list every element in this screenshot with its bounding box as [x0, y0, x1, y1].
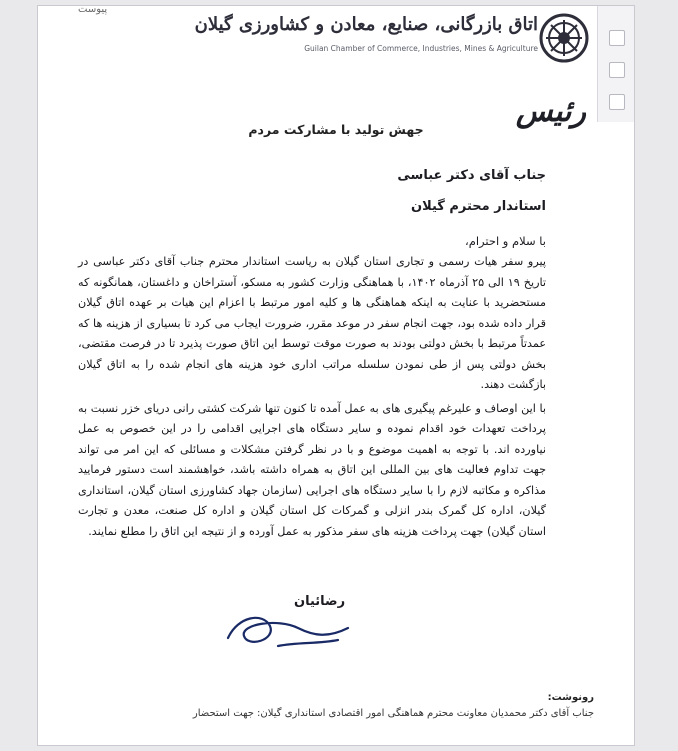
slogan: جهش تولید با مشارکت مردم [248, 122, 424, 137]
addressee-name: جناب آقای دکتر عباسی [397, 168, 546, 183]
signer-name: رضائیان [294, 594, 346, 609]
cc-title: رونوشت: [547, 692, 594, 703]
cc-recipient: جناب آقای دکتر محمدیان معاونت محترم هماهنگی امور اقتصادی استانداری گیلان: جهت استحضار [192, 708, 594, 719]
body-paragraph: با این اوصاف و علیرغم پیگیری های به عمل آمده تا کنون تنها شرکت کشتی رانی دریای خزر نسبت به پرداخت تعهدات خود اقدام نموده و سایر دستگاه های اجرایی اقدامی را در این خصوص به عمل نیاورده اند. با توجه به اهمیت موضوع و با در نظر گرفتن مشکلات و مسائلی که این امر می تواند جهت تداوم فعالیت های بین المللی این اتاق به همراه داشته باشد، خواهشمند است دستور فرمایید مذاکره و مکاتبه لازم را با سایر دستگاه های اجرایی (سازمان جهاد کشاورزی استان گیلان، استانداری گیلان، اداره کل گمرک بندر انزلی و گمرکات کل استان گیلان و اداره کل صنعت، معدن و تجارت استان گیلان) جهت پرداخت هزینه های سفر مذکور به عمل آورده و از نتیجه این اتاق را مطلع نمایند. [78, 401, 546, 538]
org-name-persian: اتاق بازرگانی، صنایع، معادن و کشاورزی گیلان [194, 14, 538, 35]
org-name-english: Guilan Chamber of Commerce, Industries, Mines & Agriculture [304, 44, 538, 53]
greeting: با سلام و احترام، [465, 234, 546, 248]
handwritten-signature-icon [218, 598, 358, 658]
body-paragraph: پیرو سفر هیات رسمی و تجاری استان گیلان به ریاست استاندار محترم جناب آقای دکتر عباسی در تاریخ ۱۹ الی ۲۵ آذرماه ۱۴۰۲، با هماهنگی وزارت کشور به مسکو، آستراخان و داغستان، همانگونه که مستحضرید با عنایت به اینکه هماهنگی ها و کلیه امور مرتبط با اعزام این هیات بر عهده اتاق گیلان قرار داده شده بود، جهت انجام سفر در موعد مقرر، ضرورت ایجاب می کرد تا بسیاری از هزینه ها که عمدتاً مرتبط با بخش دولتی بودند به صورت موقت توسط این اتاق صورت پذیرد تا در فرصت مقتضی، بخش دولتی پس از طی نمودن سلسله مراتب اداری خود هزینه های انجام شده را به اتاق گیلان بازگشت دهند. [78, 255, 546, 391]
letterhead-title: رئیس [515, 94, 586, 129]
letter-body [78, 252, 546, 545]
meta-label: پیوست [78, 6, 108, 15]
checkbox-icon[interactable] [609, 30, 625, 46]
chamber-logo-icon [538, 12, 590, 64]
addressee-title: استاندار محترم گیلان [411, 199, 546, 214]
checkbox-icon[interactable] [609, 62, 625, 78]
checkbox-icon[interactable] [609, 94, 625, 110]
letter-page [38, 6, 634, 745]
viewer-side-panel[interactable] [597, 6, 634, 122]
